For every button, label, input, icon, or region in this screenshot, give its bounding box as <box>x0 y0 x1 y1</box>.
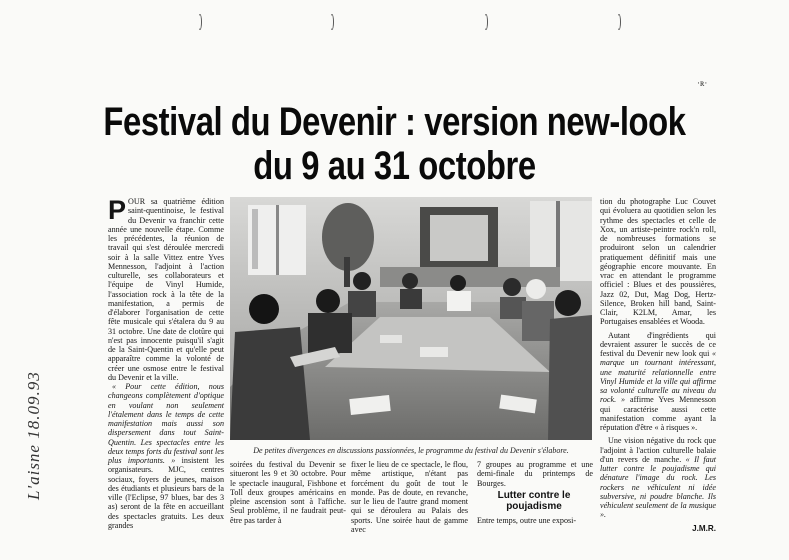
article-text: insistent les organisateurs. MJC, centres sociaux, foyers de jeunes, maison des étudiants et plusieurs bars de la ville (l'Eclipse, 97 blues, bar des 3 as) seront de la fête en accueillant des spectacles gratuits. Les deux grandes <box>108 456 224 530</box>
punch-hole-mark <box>617 14 621 30</box>
punch-hole-mark <box>330 14 334 30</box>
article-text: tion du photographe Luc Couvet qui évoluera au quotidien selon les rythme des spectacles et celle de Xox, un artiste-peintre rock'n roll, de nombreuses formations se produiront selon un calendrier pratiquement définitif mais une géographie encore mouvante. En vrac en attendant le programme officiel : Blues et des poussières, Jazz 02, Dut, Mag Dog, Hertz-Silence, Broken hill band, Saint-Clair, K2LM, Amar, les Portugaises ensablées et Wooda. <box>600 197 716 327</box>
article-text: OUR sa quatrième édition saint-quentinoise, le festival du Devenir va franchir cette année une nouvelle étape. Comme les précédentes, la réunion de travail qui s'est déroulée mercredi soir à la salle Vittez entre Yves Mennesson, l'adjoint à l'action culturelle, ses collaborateurs et l'équipe de Vinyl Humide, l'association rock à la tête de la manifestation, a permis de d'élaborer l'organisation de cette fête musicale qui s'étalera du 9 au 31 octobre. Une date de clotûre qui n'est pas innocente puisqu'il s'agit de la Saint-Quentin et qu'elle peut apparaître comme la volonté de créer une osmose entre le festival du Devenir et la ville. <box>108 197 224 382</box>
punch-hole-mark <box>198 14 202 30</box>
article-text: Autant d'ingrédients qui devraient assurer le succès de ce festival du Devenir new look qui <box>600 330 716 358</box>
article-text: fixer le lieu de ce spectacle, le flou, même artistique, n'étant pas forcément du goût de tout le monde. Pas de doute, en revanche, sur le lieu de l'autre grand moment qui se déroulera au Palais des sports. Une soirée haut de gamme avec <box>351 460 468 534</box>
article-text: Entre temps, outre une exposi- <box>477 516 577 525</box>
corner-mark: ·ʀ· <box>697 78 708 88</box>
article-signature: J.M.R. <box>692 523 716 533</box>
article-text: 7 groupes au programme et une demi-finale du printemps de Bourges. <box>477 460 593 488</box>
quote-text: « marque un tournant intéressant, une maturité relationnelle entre Vinyl Humide et la ville qui affirme sa volonté culturelle au niveau du rock. » <box>600 349 716 405</box>
article-paragraph <box>600 331 716 433</box>
article-text: soirées du festival du Devenir se situeront les 9 et 30 octobre. Pour le spectacle inaugural, Fishbone et Toll deux groupes américains en pleine ascension sont à l'affiche. Seul problème, il ne faudrait peut-être pas tarder à <box>230 460 346 525</box>
headline-line-1: Festival du Devenir : version new-look <box>103 100 686 144</box>
meeting-photo-graphic <box>230 197 592 440</box>
drop-cap: P <box>108 195 127 225</box>
article-column-2 <box>230 460 346 525</box>
article-text: affirme Yves Mennesson qui caractérise aussi cette manifestation comme ayant la réputation d'être « à risques ». <box>600 395 716 432</box>
headline-line-2: du 9 au 31 octobre <box>253 144 536 188</box>
quote-text: « Il faut lutter contre le poujadisme qui dénature l'image du rock. Les rockers ne véhiculent ni idée subversive, ni poudre blanche. Ils véhiculent seulement de la musique ». <box>600 454 716 520</box>
section-subheading: Lutter contre le poujadisme <box>497 490 571 512</box>
article-column-4b <box>477 516 593 525</box>
quote-text: « Pour cette édition, nous changeons complètement d'optique en voulant non seulement l'étalement dans le temps de cette manifestation mais aussi son dispersement dans tout Saint-Quentin. Les spectacles entre les deux temps forts du festival sont les plus importants. » <box>108 382 224 465</box>
article-column-1 <box>108 197 224 530</box>
article-column-5 <box>600 197 716 533</box>
article-paragraph <box>108 382 224 530</box>
article-column-3 <box>351 460 468 534</box>
article-column-4a <box>477 460 593 488</box>
article-paragraph <box>108 197 224 382</box>
meeting-photo <box>230 197 592 440</box>
article-text: Une vision négative du rock que l'adjoint à l'action culturelle balaie d'un revers de manche. <box>600 436 716 464</box>
article-paragraph <box>600 436 716 519</box>
photo-caption: De petites divergences en discussions passionnées, le programme du festival du Devenir s'élabore. <box>253 446 569 455</box>
handwritten-note: L'aisne 18.09.93 <box>24 371 43 500</box>
punch-hole-mark <box>484 14 488 30</box>
